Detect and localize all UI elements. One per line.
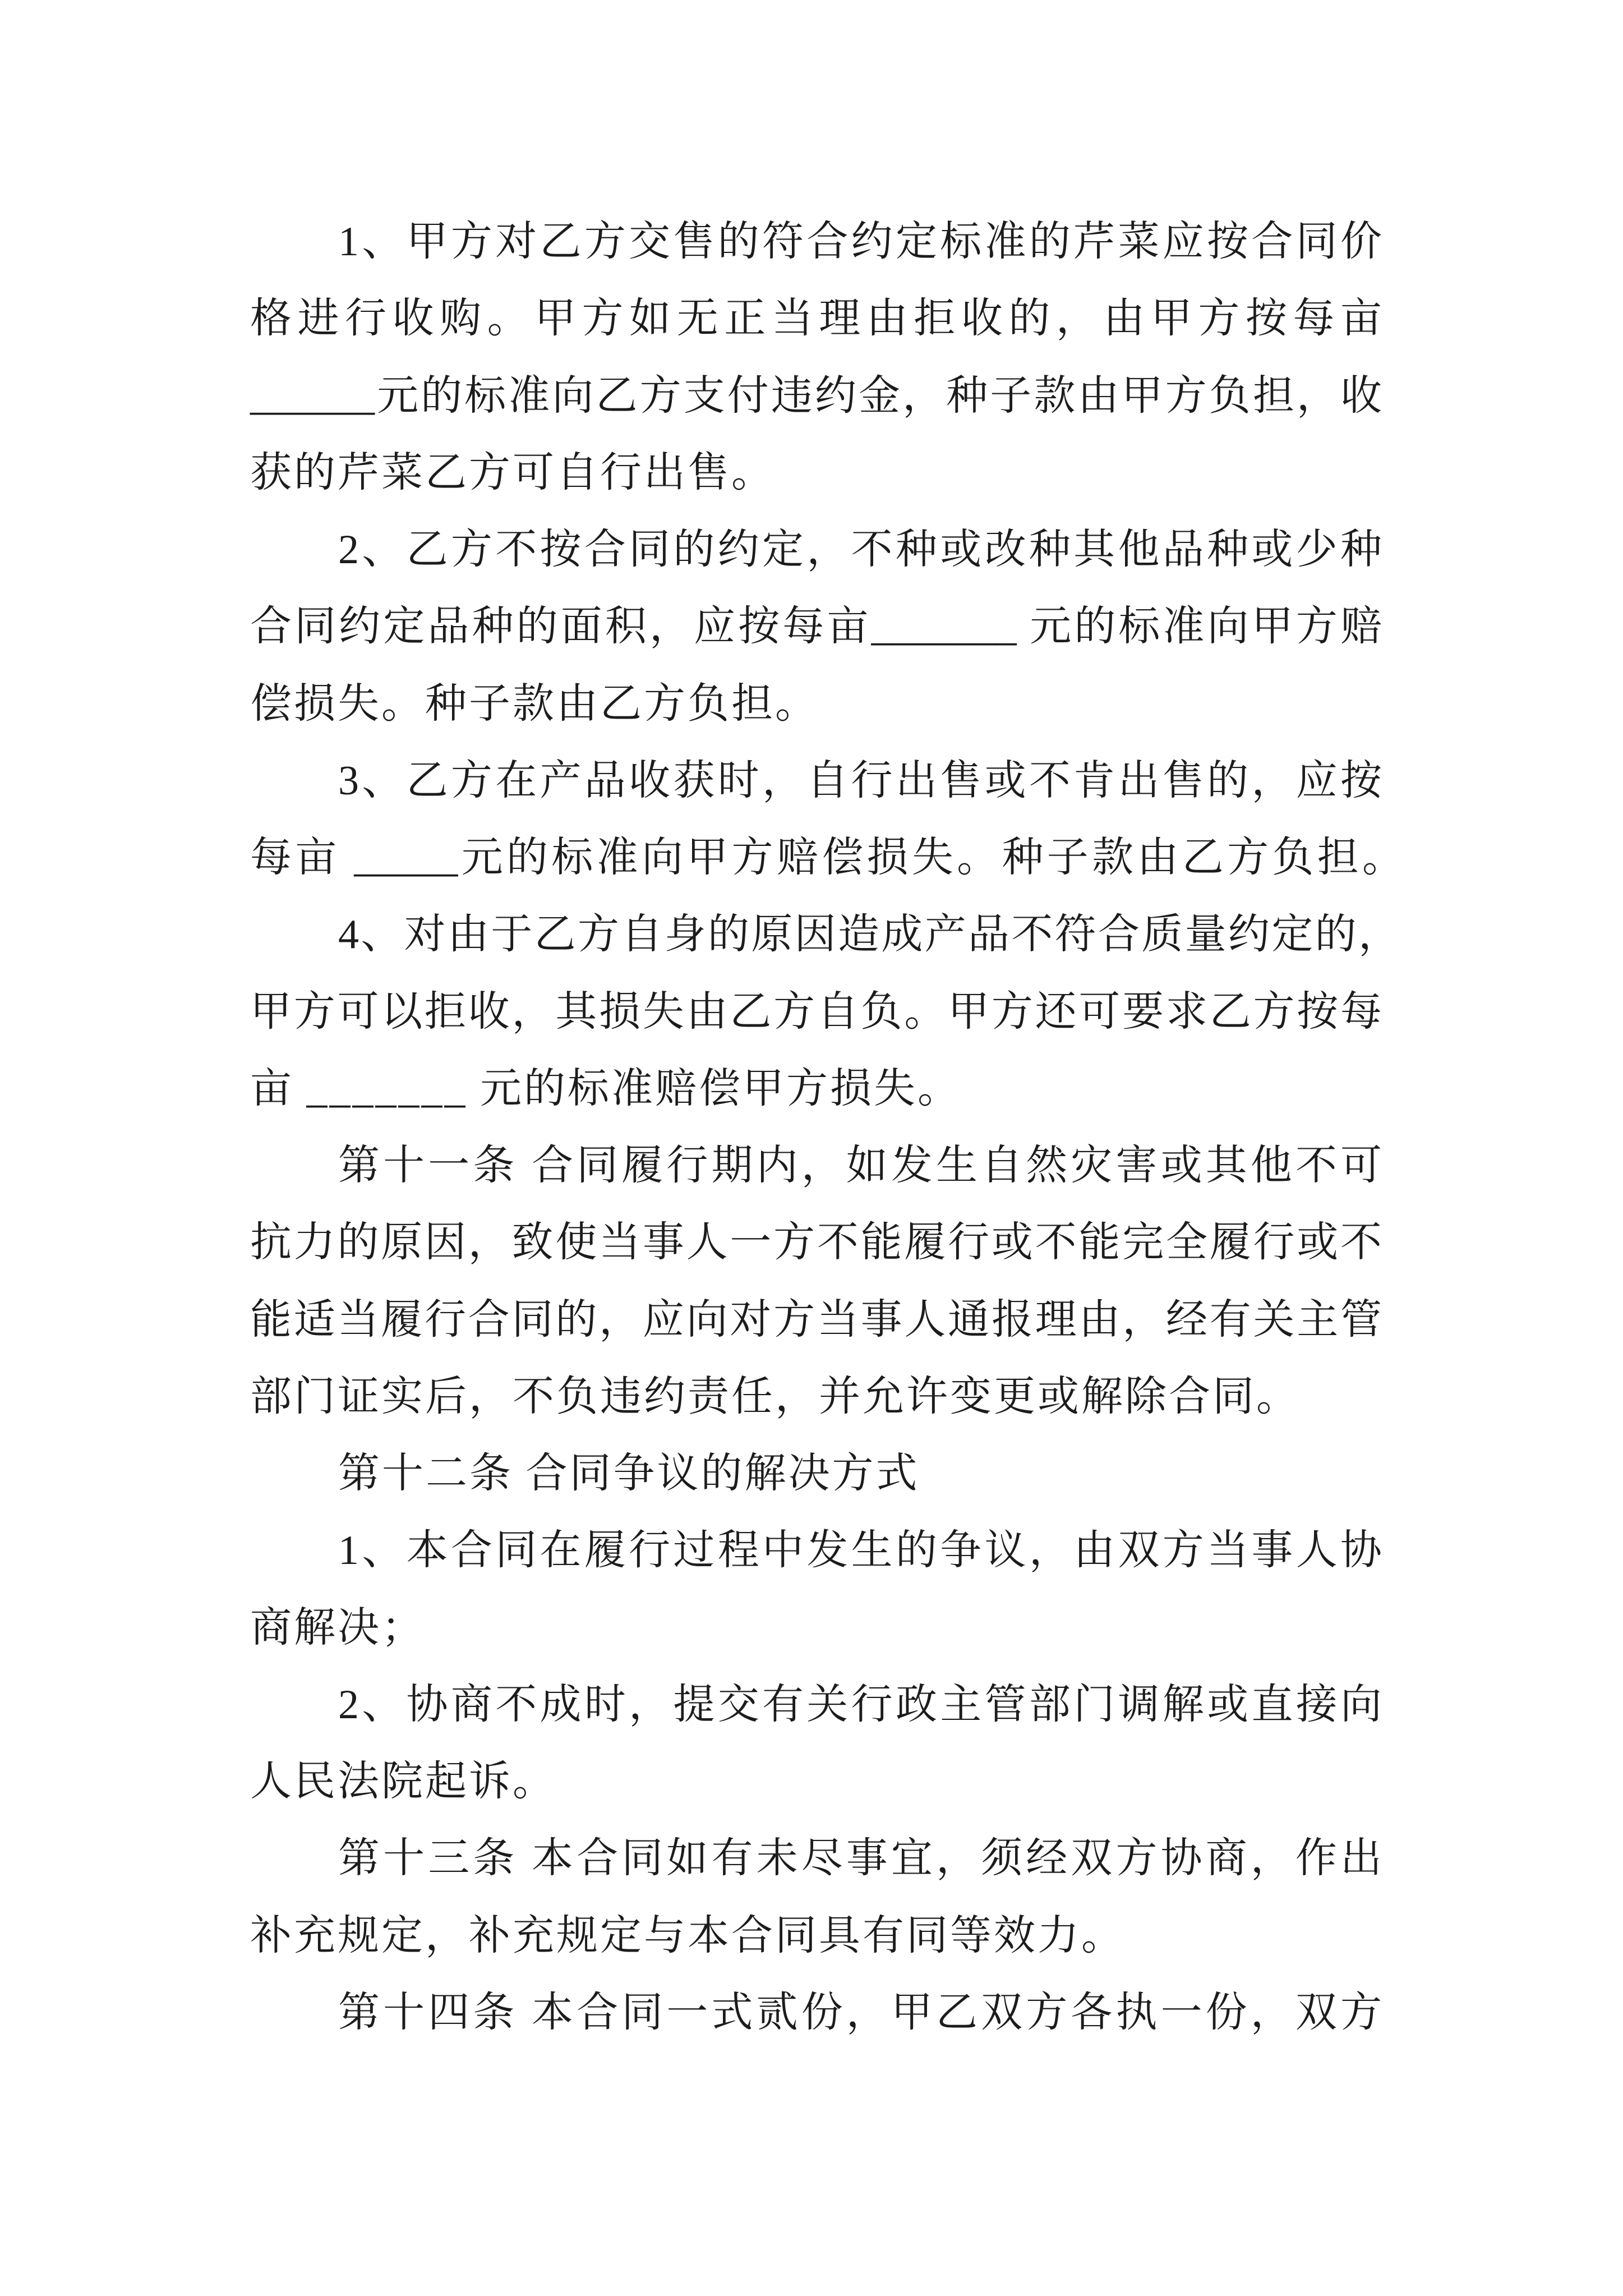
- paragraph-clause-penalty-3: [250, 743, 1428, 897]
- text-line: 获的芹菜乙方可自行出售。: [250, 449, 775, 496]
- text-line: 格进行收购。甲方如无正当理由拒收的，由甲方按每亩: [250, 296, 1382, 342]
- document-body: [250, 204, 1428, 2051]
- text-line: ______元的标准向乙方支付违约金，种子款由甲方负担，收: [250, 372, 1382, 419]
- text-line: 人民法院起诉。: [250, 1759, 556, 1805]
- text-line: 第十二条 合同争议的解决方式: [338, 1451, 920, 1497]
- paragraph-clause-penalty-4: [250, 896, 1428, 1128]
- paragraph-article-12-item-2: [250, 1667, 1428, 1821]
- text-line: 1、甲方对乙方交售的符合约定标准的芹菜应按合同价: [338, 219, 1382, 265]
- text-line: 补充规定，补充规定与本合同具有同等效力。: [250, 1912, 1125, 1959]
- text-line: 3、乙方在产品收获时，自行出售或不肯出售的，应按: [338, 757, 1382, 804]
- paragraph-article-13: [250, 1820, 1428, 1975]
- paragraph-article-14: [250, 1975, 1428, 2051]
- paragraph-article-11: [250, 1128, 1428, 1435]
- text-line: 亩 _______ 元的标准赔偿甲方损失。: [250, 1065, 961, 1112]
- text-line: 部门证实后，不负违约责任，并允许变更或解除合同。: [250, 1373, 1300, 1420]
- text-line: 甲方可以拒收，其损失由乙方自负。甲方还可要求乙方按每: [250, 988, 1382, 1035]
- text-line: 商解决；: [250, 1604, 425, 1651]
- paragraph-article-12-item-1: [250, 1512, 1428, 1667]
- text-line: 偿损失。种子款由乙方负担。: [250, 680, 819, 727]
- paragraph-article-12-heading: [250, 1435, 1428, 1512]
- text-line: 2、协商不成时，提交有关行政主管部门调解或直接向: [338, 1681, 1382, 1728]
- text-line: 抗力的原因，致使当事人一方不能履行或不能完全履行或不: [250, 1220, 1382, 1266]
- text-line: 每亩 _____元的标准向甲方赔偿损失。种子款由乙方负担。: [250, 835, 1404, 881]
- text-line: 2、乙方不按合同的约定，不种或改种其他品种或少种: [338, 527, 1382, 573]
- paragraph-clause-penalty-2: [250, 512, 1428, 743]
- paragraph-clause-penalty-1: [250, 204, 1428, 512]
- text-line: 4、对由于乙方自身的原因造成产品不符合质量约定的，: [338, 912, 1400, 958]
- text-line: 能适当履行合同的，应向对方当事人通报理由，经有关主管: [250, 1296, 1382, 1343]
- text-line: 第十三条 本合同如有未尽事宜，须经双方协商，作出: [338, 1835, 1382, 1882]
- text-line: 第十一条 合同履行期内，如发生自然灾害或其他不可: [338, 1143, 1382, 1189]
- text-line: 1、本合同在履行过程中发生的争议，由双方当事人协: [338, 1527, 1382, 1574]
- text-line: 第十四条 本合同一式贰份，甲乙双方各执一份，双方: [338, 1989, 1382, 2036]
- text-line: 合同约定品种的面积，应按每亩_______ 元的标准向甲方赔: [250, 604, 1382, 650]
